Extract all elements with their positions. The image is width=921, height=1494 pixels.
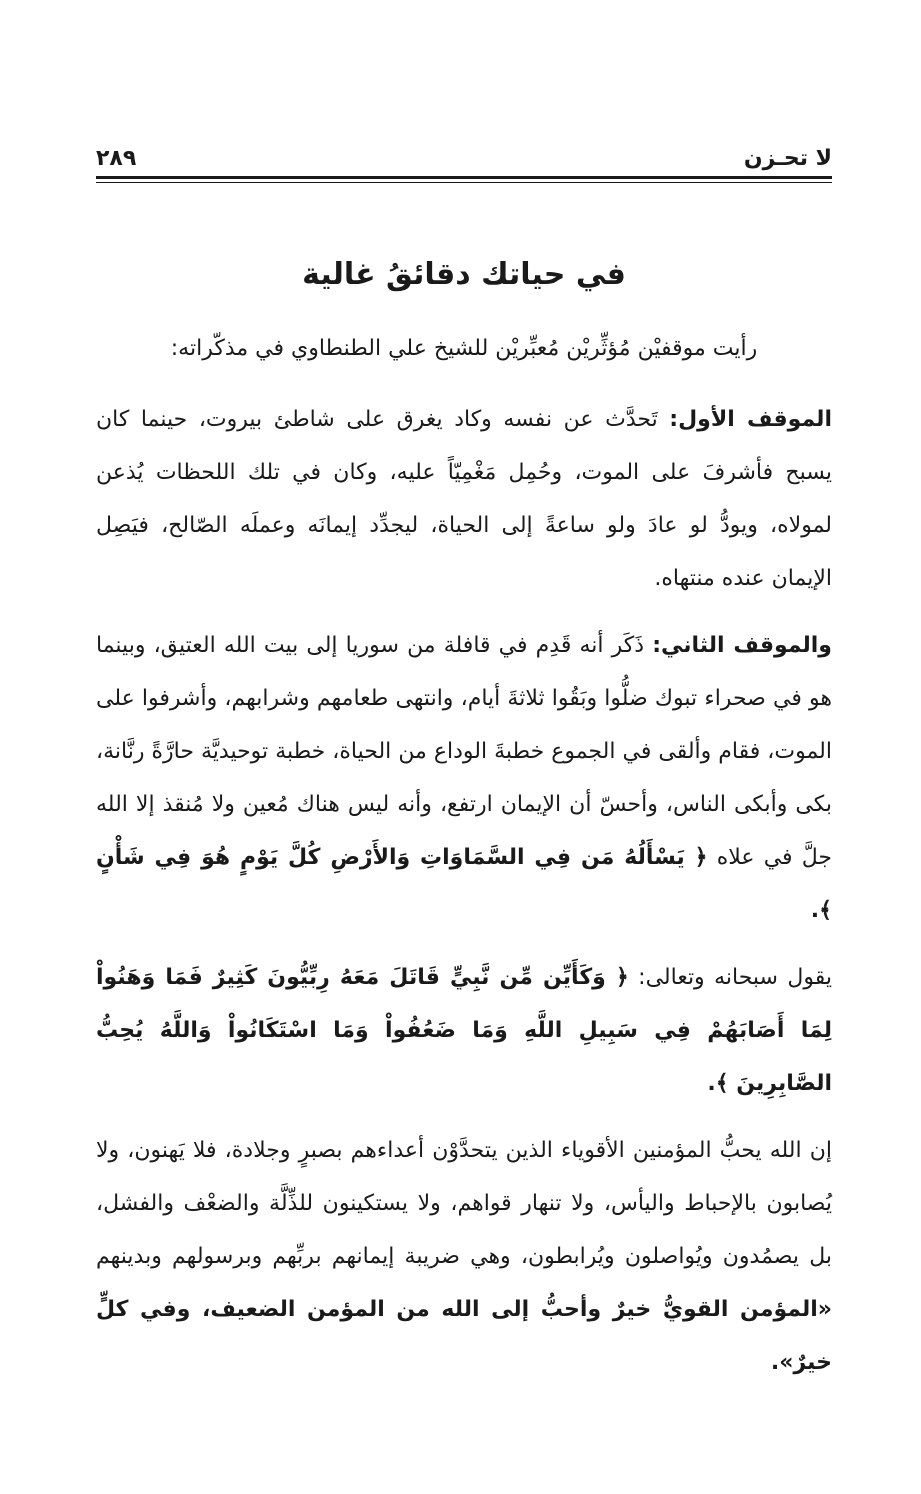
first-situation-text: تَحدَّث عن نفسه وكاد يغرق على شاطئ بيروت، حينما كان يسبح فأشرفَ على الموت، وحُمِل مَغْمِيّاً عليه، وكان في تلك اللحظات يُذعن لمولاه، ويودُّ لو عادَ ولو ساعةً إلى الحياة، ليجدِّد إيمانَه وعملَه الصّالح، فيَصِل الإيمان عنده منتهاه. bbox=[96, 407, 832, 591]
first-situation-label: الموقف الأول: bbox=[669, 407, 832, 432]
page-number: ٢٨٩ bbox=[96, 146, 137, 171]
paragraph-second-situation bbox=[96, 619, 832, 937]
closing-text: إن الله يحبُّ المؤمنين الأقوياء الذين يتحدَّوْن أعداءهم بصبرٍ وجلادة، فلا يَهنون، ولا يُصابون بالإحباط واليأس، ولا تنهار قواهم، ولا يستكينون للذِّلَّة والضعْف والفشل، بل يصمُدون ويُواصلون ويُرابطون، وهي ضريبة إيمانهم بربِّهم وبرسولهم وبدينهم bbox=[96, 1138, 832, 1269]
second-situation-text: ذَكَر أنه قَدِم في قافلة من سوريا إلى بيت الله العتيق، وبينما هو في صحراء تبوك ضلُّوا وبَقُوا ثلاثةَ أيام، وانتهى طعامهم وشرابهم، وأشرفوا على الموت، فقام وألقى في الجموع خطبةَ الوداع من الحياة، خطبة توحيديَّة حارَّةً رنَّانة، بكى وأبكى الناس، وأحسّ أن الإيمان ارتفع، وأنه ليس هناك مُعين ولا مُنقذ إلا الله جلَّ في علاه bbox=[96, 633, 833, 870]
header-rule-thick bbox=[96, 176, 832, 179]
book-title: لا تحـزن bbox=[743, 146, 832, 171]
second-situation-quran: ﴿ يَسْأَلُهُ مَن فِي السَّمَاوَاتِ وَالأَرْضِ كُلَّ يَوْمٍ هُوَ فِي شَأْنٍ ﴾. bbox=[96, 845, 832, 923]
body-text bbox=[96, 322, 832, 1403]
paragraph-verse bbox=[96, 951, 832, 1110]
section-title: في حياتك دقائقُ غالية bbox=[302, 257, 626, 292]
paragraph-first-situation bbox=[96, 393, 832, 605]
header-rule-thin bbox=[96, 182, 832, 183]
verse-lead: يقول سبحانه وتعالى: bbox=[628, 965, 832, 990]
second-situation-label: والموقف الثاني: bbox=[652, 633, 832, 658]
running-header bbox=[96, 146, 832, 176]
paragraph-closing bbox=[96, 1124, 832, 1389]
closing-hadith: «المؤمن القويُّ خيرٌ وأحبُّ إلى الله من المؤمن الضعيف، وفي كلٍّ خيرٌ». bbox=[96, 1297, 832, 1375]
verse-quran: ﴿ وَكَأَيِّن مِّن نَّبِيٍّ قَاتَلَ مَعَهُ رِبِّيُّونَ كَثِيرٌ فَمَا وَهَنُواْ لِمَا أَصَابَهُمْ فِي سَبِيلِ اللَّهِ وَمَا ضَعُفُواْ وَمَا اسْتَكَانُواْ وَاللَّهُ يُحِبُّ الصَّابِرِينَ ﴾. bbox=[96, 965, 832, 1096]
intro-paragraph: رأيت موقفيْن مُؤثِّريْن مُعبِّريْن للشيخ علي الطنطاوي في مذكّراته: bbox=[170, 336, 758, 361]
